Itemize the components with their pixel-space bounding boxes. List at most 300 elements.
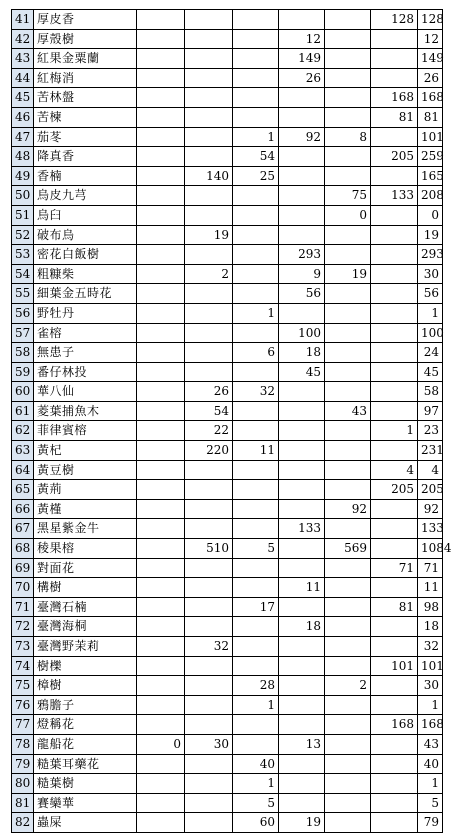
table-row xyxy=(12,127,443,147)
total-cell: 0 xyxy=(418,205,443,225)
count-cell-1 xyxy=(137,245,185,265)
count-cell-1 xyxy=(137,617,185,637)
table-row xyxy=(12,343,443,363)
row-number-cell: 78 xyxy=(12,734,34,754)
count-cell-1 xyxy=(137,107,185,127)
row-number-cell: 66 xyxy=(12,499,34,519)
count-cell-6: 71 xyxy=(371,558,418,578)
count-cell-1 xyxy=(137,539,185,559)
count-cell-5 xyxy=(325,754,371,774)
count-cell-3: 60 xyxy=(233,813,279,833)
species-name-cell: 烏皮九芎 xyxy=(34,186,137,206)
total-cell: 11 xyxy=(418,578,443,598)
total-cell: 56 xyxy=(418,284,443,304)
count-cell-5 xyxy=(325,558,371,578)
table-row xyxy=(12,88,443,108)
count-cell-4 xyxy=(279,88,325,108)
count-cell-2 xyxy=(185,813,233,833)
count-cell-1 xyxy=(137,362,185,382)
count-cell-4 xyxy=(279,676,325,696)
count-cell-6 xyxy=(371,637,418,657)
count-cell-4 xyxy=(279,597,325,617)
count-cell-4: 133 xyxy=(279,519,325,539)
count-cell-5 xyxy=(325,10,371,30)
count-cell-5 xyxy=(325,166,371,186)
count-cell-3 xyxy=(233,49,279,69)
count-cell-2 xyxy=(185,695,233,715)
count-cell-5 xyxy=(325,68,371,88)
count-cell-2 xyxy=(185,558,233,578)
count-cell-6 xyxy=(371,382,418,402)
count-cell-4: 19 xyxy=(279,813,325,833)
count-cell-2: 26 xyxy=(185,382,233,402)
count-cell-1 xyxy=(137,88,185,108)
species-name-cell: 臺灣石楠 xyxy=(34,597,137,617)
count-cell-6 xyxy=(371,734,418,754)
species-count-table xyxy=(11,9,452,833)
total-cell: 71 xyxy=(418,558,443,578)
row-number-cell: 46 xyxy=(12,107,34,127)
table-row xyxy=(12,29,443,49)
species-name-cell: 粗糠柴 xyxy=(34,264,137,284)
total-cell: 208 xyxy=(418,186,443,206)
count-cell-2 xyxy=(185,676,233,696)
count-cell-2 xyxy=(185,754,233,774)
species-name-cell: 雀榕 xyxy=(34,323,137,343)
row-number-cell: 48 xyxy=(12,147,34,167)
count-cell-2: 510 xyxy=(185,539,233,559)
total-cell: 19 xyxy=(418,225,443,245)
row-number-cell: 65 xyxy=(12,480,34,500)
count-cell-1: 0 xyxy=(137,734,185,754)
count-cell-5 xyxy=(325,480,371,500)
table-row xyxy=(12,754,443,774)
row-number-cell: 58 xyxy=(12,343,34,363)
count-cell-1 xyxy=(137,676,185,696)
row-number-cell: 49 xyxy=(12,166,34,186)
count-cell-1 xyxy=(137,460,185,480)
count-cell-4: 45 xyxy=(279,362,325,382)
count-cell-3 xyxy=(233,264,279,284)
count-cell-5 xyxy=(325,29,371,49)
count-cell-1 xyxy=(137,421,185,441)
count-cell-5 xyxy=(325,382,371,402)
count-cell-3 xyxy=(233,715,279,735)
total-cell: 92 xyxy=(418,499,443,519)
count-cell-2 xyxy=(185,284,233,304)
row-number-cell: 68 xyxy=(12,539,34,559)
count-cell-6: 205 xyxy=(371,480,418,500)
row-number-cell: 59 xyxy=(12,362,34,382)
species-name-cell: 鴉膽子 xyxy=(34,695,137,715)
count-cell-2: 2 xyxy=(185,264,233,284)
total-cell: 45 xyxy=(418,362,443,382)
table-row xyxy=(12,323,443,343)
count-cell-3 xyxy=(233,88,279,108)
count-cell-3: 11 xyxy=(233,441,279,461)
count-cell-1 xyxy=(137,343,185,363)
count-cell-5 xyxy=(325,460,371,480)
count-cell-6: 81 xyxy=(371,597,418,617)
count-cell-3: 1 xyxy=(233,127,279,147)
count-cell-6 xyxy=(371,441,418,461)
total-cell: 205 xyxy=(418,480,443,500)
count-cell-3 xyxy=(233,519,279,539)
count-cell-5 xyxy=(325,578,371,598)
species-name-cell: 黃豆樹 xyxy=(34,460,137,480)
count-cell-3 xyxy=(233,362,279,382)
count-cell-4: 18 xyxy=(279,617,325,637)
count-cell-1 xyxy=(137,441,185,461)
count-cell-6: 168 xyxy=(371,88,418,108)
count-cell-3: 5 xyxy=(233,539,279,559)
total-cell: 128 xyxy=(418,10,443,30)
species-name-cell: 黃荊 xyxy=(34,480,137,500)
count-cell-6 xyxy=(371,676,418,696)
count-cell-1 xyxy=(137,264,185,284)
table-row xyxy=(12,813,443,833)
species-name-cell: 臺灣野茉莉 xyxy=(34,637,137,657)
species-name-cell: 苦林盤 xyxy=(34,88,137,108)
total-cell: 4 xyxy=(418,460,443,480)
count-cell-1 xyxy=(137,323,185,343)
count-cell-3: 17 xyxy=(233,597,279,617)
count-cell-3 xyxy=(233,421,279,441)
count-cell-5 xyxy=(325,519,371,539)
species-name-cell: 龍船花 xyxy=(34,734,137,754)
count-cell-4 xyxy=(279,558,325,578)
count-cell-4 xyxy=(279,637,325,657)
count-cell-2 xyxy=(185,29,233,49)
count-cell-6 xyxy=(371,695,418,715)
count-cell-4: 92 xyxy=(279,127,325,147)
count-cell-2 xyxy=(185,715,233,735)
species-name-cell: 菲律賓榕 xyxy=(34,421,137,441)
species-name-cell: 細葉金五時花 xyxy=(34,284,137,304)
count-cell-2: 22 xyxy=(185,421,233,441)
count-cell-3 xyxy=(233,401,279,421)
total-cell: 98 xyxy=(418,597,443,617)
count-cell-2: 220 xyxy=(185,441,233,461)
count-cell-4 xyxy=(279,695,325,715)
row-number-cell: 69 xyxy=(12,558,34,578)
table-body xyxy=(12,10,452,833)
table-row xyxy=(12,441,443,461)
species-name-cell: 樟樹 xyxy=(34,676,137,696)
row-number-cell: 73 xyxy=(12,637,34,657)
count-cell-5 xyxy=(325,245,371,265)
species-name-cell: 蟲屎 xyxy=(34,813,137,833)
row-number-cell: 56 xyxy=(12,303,34,323)
row-number-cell: 43 xyxy=(12,49,34,69)
row-number-cell: 72 xyxy=(12,617,34,637)
species-name-cell: 野牡丹 xyxy=(34,303,137,323)
count-cell-6: 133 xyxy=(371,186,418,206)
total-cell: 1 xyxy=(418,695,443,715)
table-row xyxy=(12,205,443,225)
count-cell-1 xyxy=(137,284,185,304)
count-cell-6: 205 xyxy=(371,147,418,167)
count-cell-5 xyxy=(325,343,371,363)
total-cell: 58 xyxy=(418,382,443,402)
count-cell-1 xyxy=(137,186,185,206)
count-cell-6 xyxy=(371,303,418,323)
count-cell-5 xyxy=(325,362,371,382)
count-cell-5 xyxy=(325,107,371,127)
table-row xyxy=(12,499,443,519)
species-name-cell: 糙葉樹 xyxy=(34,774,137,794)
species-name-cell: 烏臼 xyxy=(34,205,137,225)
count-cell-4 xyxy=(279,421,325,441)
row-number-cell: 77 xyxy=(12,715,34,735)
species-name-cell: 紅梅消 xyxy=(34,68,137,88)
table-row xyxy=(12,49,443,69)
count-cell-3 xyxy=(233,284,279,304)
row-number-cell: 45 xyxy=(12,88,34,108)
count-cell-2 xyxy=(185,245,233,265)
species-name-cell: 糙葉耳藥花 xyxy=(34,754,137,774)
count-cell-6 xyxy=(371,519,418,539)
count-cell-3 xyxy=(233,499,279,519)
count-cell-2 xyxy=(185,205,233,225)
total-cell: 231 xyxy=(418,441,443,461)
count-cell-5 xyxy=(325,695,371,715)
row-number-cell: 64 xyxy=(12,460,34,480)
row-number-cell: 71 xyxy=(12,597,34,617)
count-cell-3 xyxy=(233,107,279,127)
row-number-cell: 82 xyxy=(12,813,34,833)
count-cell-2 xyxy=(185,303,233,323)
species-name-cell: 番仔林投 xyxy=(34,362,137,382)
count-cell-5 xyxy=(325,49,371,69)
table-row xyxy=(12,264,443,284)
total-cell: 1084 xyxy=(418,539,443,559)
count-cell-1 xyxy=(137,225,185,245)
count-cell-4 xyxy=(279,382,325,402)
count-cell-6 xyxy=(371,401,418,421)
total-cell: 1 xyxy=(418,774,443,794)
count-cell-1 xyxy=(137,10,185,30)
table-row xyxy=(12,578,443,598)
count-cell-5 xyxy=(325,637,371,657)
table-row xyxy=(12,401,443,421)
count-cell-4 xyxy=(279,715,325,735)
row-number-cell: 54 xyxy=(12,264,34,284)
count-cell-6 xyxy=(371,166,418,186)
count-cell-3 xyxy=(233,460,279,480)
total-cell: 26 xyxy=(418,68,443,88)
count-cell-2 xyxy=(185,49,233,69)
count-cell-5 xyxy=(325,617,371,637)
total-cell: 101 xyxy=(418,127,443,147)
table-row xyxy=(12,107,443,127)
count-cell-4 xyxy=(279,499,325,519)
species-name-cell: 厚皮香 xyxy=(34,10,137,30)
count-cell-2 xyxy=(185,499,233,519)
table-row xyxy=(12,245,443,265)
count-cell-5 xyxy=(325,793,371,813)
count-cell-5 xyxy=(325,284,371,304)
count-cell-1 xyxy=(137,29,185,49)
count-cell-2 xyxy=(185,460,233,480)
count-cell-1 xyxy=(137,166,185,186)
count-cell-6 xyxy=(371,578,418,598)
table-row xyxy=(12,676,443,696)
total-cell: 5 xyxy=(418,793,443,813)
table-row xyxy=(12,637,443,657)
count-cell-3 xyxy=(233,68,279,88)
total-cell: 101 xyxy=(418,656,443,676)
count-cell-5 xyxy=(325,441,371,461)
count-cell-4 xyxy=(279,793,325,813)
table-row xyxy=(12,695,443,715)
table-row xyxy=(12,421,443,441)
count-cell-2 xyxy=(185,774,233,794)
table-row xyxy=(12,225,443,245)
row-number-cell: 55 xyxy=(12,284,34,304)
count-cell-3: 28 xyxy=(233,676,279,696)
count-cell-6 xyxy=(371,127,418,147)
row-number-cell: 80 xyxy=(12,774,34,794)
count-cell-4: 149 xyxy=(279,49,325,69)
row-number-cell: 42 xyxy=(12,29,34,49)
count-cell-6 xyxy=(371,245,418,265)
total-cell: 293 xyxy=(418,245,443,265)
row-number-cell: 51 xyxy=(12,205,34,225)
count-cell-1 xyxy=(137,49,185,69)
count-cell-5: 8 xyxy=(325,127,371,147)
total-cell: 40 xyxy=(418,754,443,774)
table-row xyxy=(12,734,443,754)
count-cell-4 xyxy=(279,401,325,421)
total-cell: 168 xyxy=(418,88,443,108)
count-cell-2: 19 xyxy=(185,225,233,245)
table-row xyxy=(12,597,443,617)
count-cell-1 xyxy=(137,597,185,617)
row-number-cell: 79 xyxy=(12,754,34,774)
count-cell-5 xyxy=(325,421,371,441)
count-cell-5 xyxy=(325,303,371,323)
row-number-cell: 75 xyxy=(12,676,34,696)
count-cell-5 xyxy=(325,813,371,833)
count-cell-6 xyxy=(371,793,418,813)
row-number-cell: 61 xyxy=(12,401,34,421)
total-cell: 97 xyxy=(418,401,443,421)
count-cell-5: 75 xyxy=(325,186,371,206)
count-cell-1 xyxy=(137,147,185,167)
count-cell-5 xyxy=(325,656,371,676)
count-cell-1 xyxy=(137,715,185,735)
count-cell-4 xyxy=(279,107,325,127)
count-cell-6 xyxy=(371,225,418,245)
row-number-cell: 81 xyxy=(12,793,34,813)
total-cell: 259 xyxy=(418,147,443,167)
count-cell-3 xyxy=(233,480,279,500)
table-row xyxy=(12,774,443,794)
count-cell-5 xyxy=(325,774,371,794)
count-cell-6: 1 xyxy=(371,421,418,441)
count-cell-3: 6 xyxy=(233,343,279,363)
count-cell-4: 11 xyxy=(279,578,325,598)
count-cell-1 xyxy=(137,519,185,539)
row-number-cell: 47 xyxy=(12,127,34,147)
total-cell: 133 xyxy=(418,519,443,539)
count-cell-6 xyxy=(371,49,418,69)
count-cell-2: 140 xyxy=(185,166,233,186)
count-cell-6: 168 xyxy=(371,715,418,735)
count-cell-5: 0 xyxy=(325,205,371,225)
table-row xyxy=(12,186,443,206)
count-cell-2 xyxy=(185,597,233,617)
table-row xyxy=(12,558,443,578)
total-cell: 165 xyxy=(418,166,443,186)
count-cell-6 xyxy=(371,539,418,559)
count-cell-1 xyxy=(137,774,185,794)
count-cell-2 xyxy=(185,88,233,108)
count-cell-2 xyxy=(185,656,233,676)
count-cell-4: 26 xyxy=(279,68,325,88)
count-cell-5 xyxy=(325,715,371,735)
table-row xyxy=(12,460,443,480)
count-cell-4 xyxy=(279,754,325,774)
species-name-cell: 密花白飯樹 xyxy=(34,245,137,265)
row-number-cell: 60 xyxy=(12,382,34,402)
count-cell-5: 92 xyxy=(325,499,371,519)
count-cell-3 xyxy=(233,734,279,754)
species-name-cell: 稜果榕 xyxy=(34,539,137,559)
count-cell-5: 43 xyxy=(325,401,371,421)
count-cell-6: 81 xyxy=(371,107,418,127)
total-cell: 23 xyxy=(418,421,443,441)
species-name-cell: 無患子 xyxy=(34,343,137,363)
species-name-cell: 紅果金粟蘭 xyxy=(34,49,137,69)
count-cell-1 xyxy=(137,578,185,598)
count-cell-4: 13 xyxy=(279,734,325,754)
count-cell-3: 1 xyxy=(233,303,279,323)
count-cell-3: 1 xyxy=(233,774,279,794)
row-number-cell: 76 xyxy=(12,695,34,715)
count-cell-4: 56 xyxy=(279,284,325,304)
count-cell-3: 40 xyxy=(233,754,279,774)
count-cell-4 xyxy=(279,225,325,245)
total-cell: 79 xyxy=(418,813,443,833)
species-name-cell: 對面花 xyxy=(34,558,137,578)
count-cell-2 xyxy=(185,127,233,147)
row-number-cell: 67 xyxy=(12,519,34,539)
count-cell-5: 19 xyxy=(325,264,371,284)
count-cell-4 xyxy=(279,460,325,480)
species-name-cell: 臺灣海桐 xyxy=(34,617,137,637)
row-number-cell: 53 xyxy=(12,245,34,265)
count-cell-2 xyxy=(185,68,233,88)
count-cell-4 xyxy=(279,10,325,30)
count-cell-6 xyxy=(371,343,418,363)
count-cell-4: 293 xyxy=(279,245,325,265)
count-cell-5 xyxy=(325,88,371,108)
count-cell-3 xyxy=(233,10,279,30)
count-cell-2 xyxy=(185,147,233,167)
row-number-cell: 52 xyxy=(12,225,34,245)
row-number-cell: 62 xyxy=(12,421,34,441)
count-cell-1 xyxy=(137,558,185,578)
count-cell-6 xyxy=(371,68,418,88)
count-cell-3 xyxy=(233,656,279,676)
species-name-cell: 菱葉捕魚木 xyxy=(34,401,137,421)
count-cell-2 xyxy=(185,617,233,637)
count-cell-2 xyxy=(185,107,233,127)
count-cell-3: 32 xyxy=(233,382,279,402)
table-row xyxy=(12,147,443,167)
